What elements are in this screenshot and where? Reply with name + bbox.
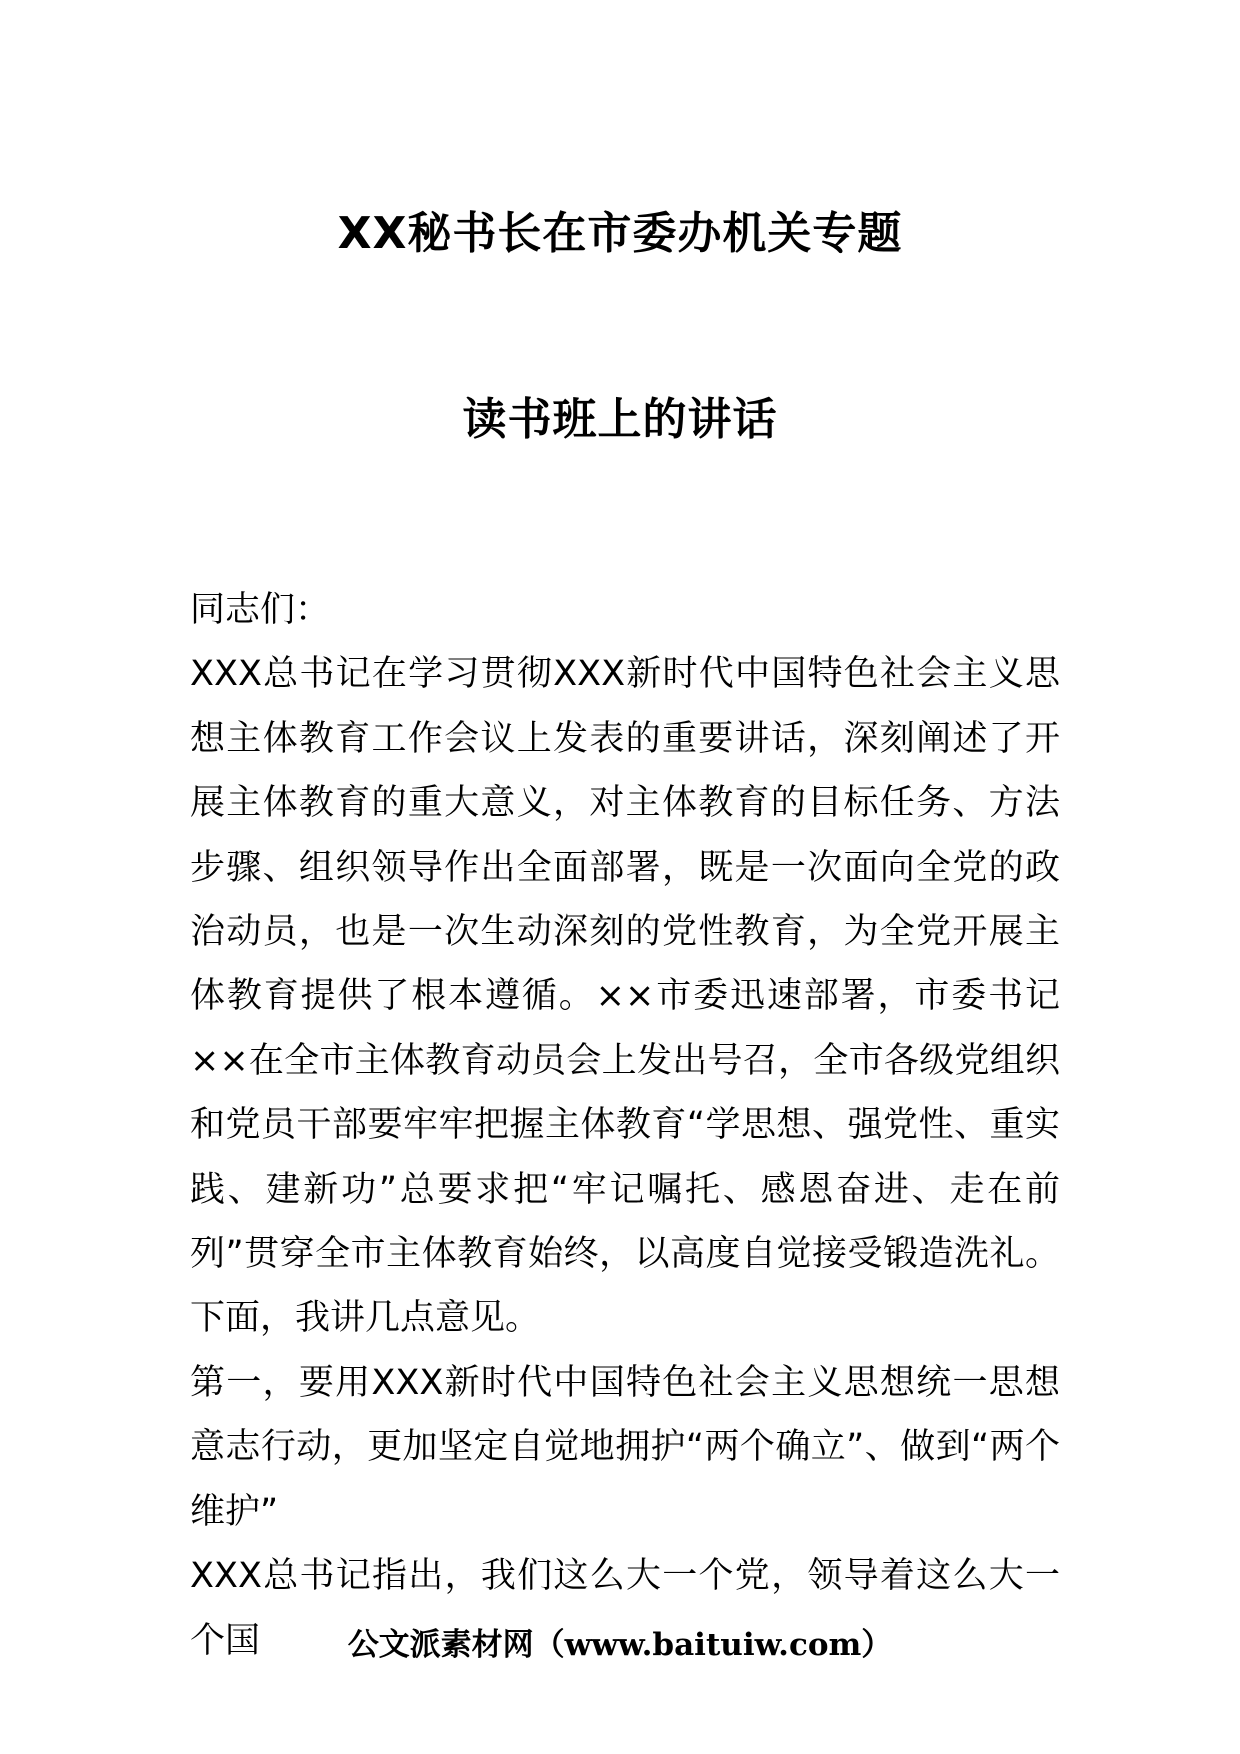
source-footer: 公文派素材网（www.baituiw.com） bbox=[347, 1627, 893, 1663]
document-title-line-2: 读书班上的讲话 bbox=[462, 394, 778, 445]
document-title-line-1: XX秘书长在市委办机关专题 bbox=[337, 208, 903, 259]
body-paragraph-1: XXX总书记在学习贯彻XXX新时代中国特色社会主义思想主体教育工作会议上发表的重要讲话，深刻阐述了开展主体教育的重大意义，对主体教育的目标任务、方法步骤、组织领导作出全面部署，既是一次面向全党的政治动员，也是一次生动深刻的党性教育，为全党开展主体教育提供了根本遵循。××市委迅速部署，市委书记××在全市主体教育动员会上发出号召，全市各级党组织和党员干部要牢牢把握主体教育“学思想、强党性、重实践、建新功”总要求把“牢记嘱托、感恩奋进、走在前列”贯穿全市主体教育始终，以高度自觉接受锻造洗礼。下面，我讲几点意见。 bbox=[190, 654, 1060, 1339]
document-body bbox=[190, 578, 1060, 1673]
salutation: 同志们： bbox=[190, 590, 331, 630]
body-paragraph-3: XXX总书记指出，我们这么大一个党，领导着这么大一个国 bbox=[190, 1556, 1060, 1661]
body-paragraph-2-heading: 第一，要用XXX新时代中国特色社会主义思想统一思想意志行动，更加坚定自觉地拥护“两个确立”、做到“两个维护” bbox=[190, 1362, 1060, 1532]
